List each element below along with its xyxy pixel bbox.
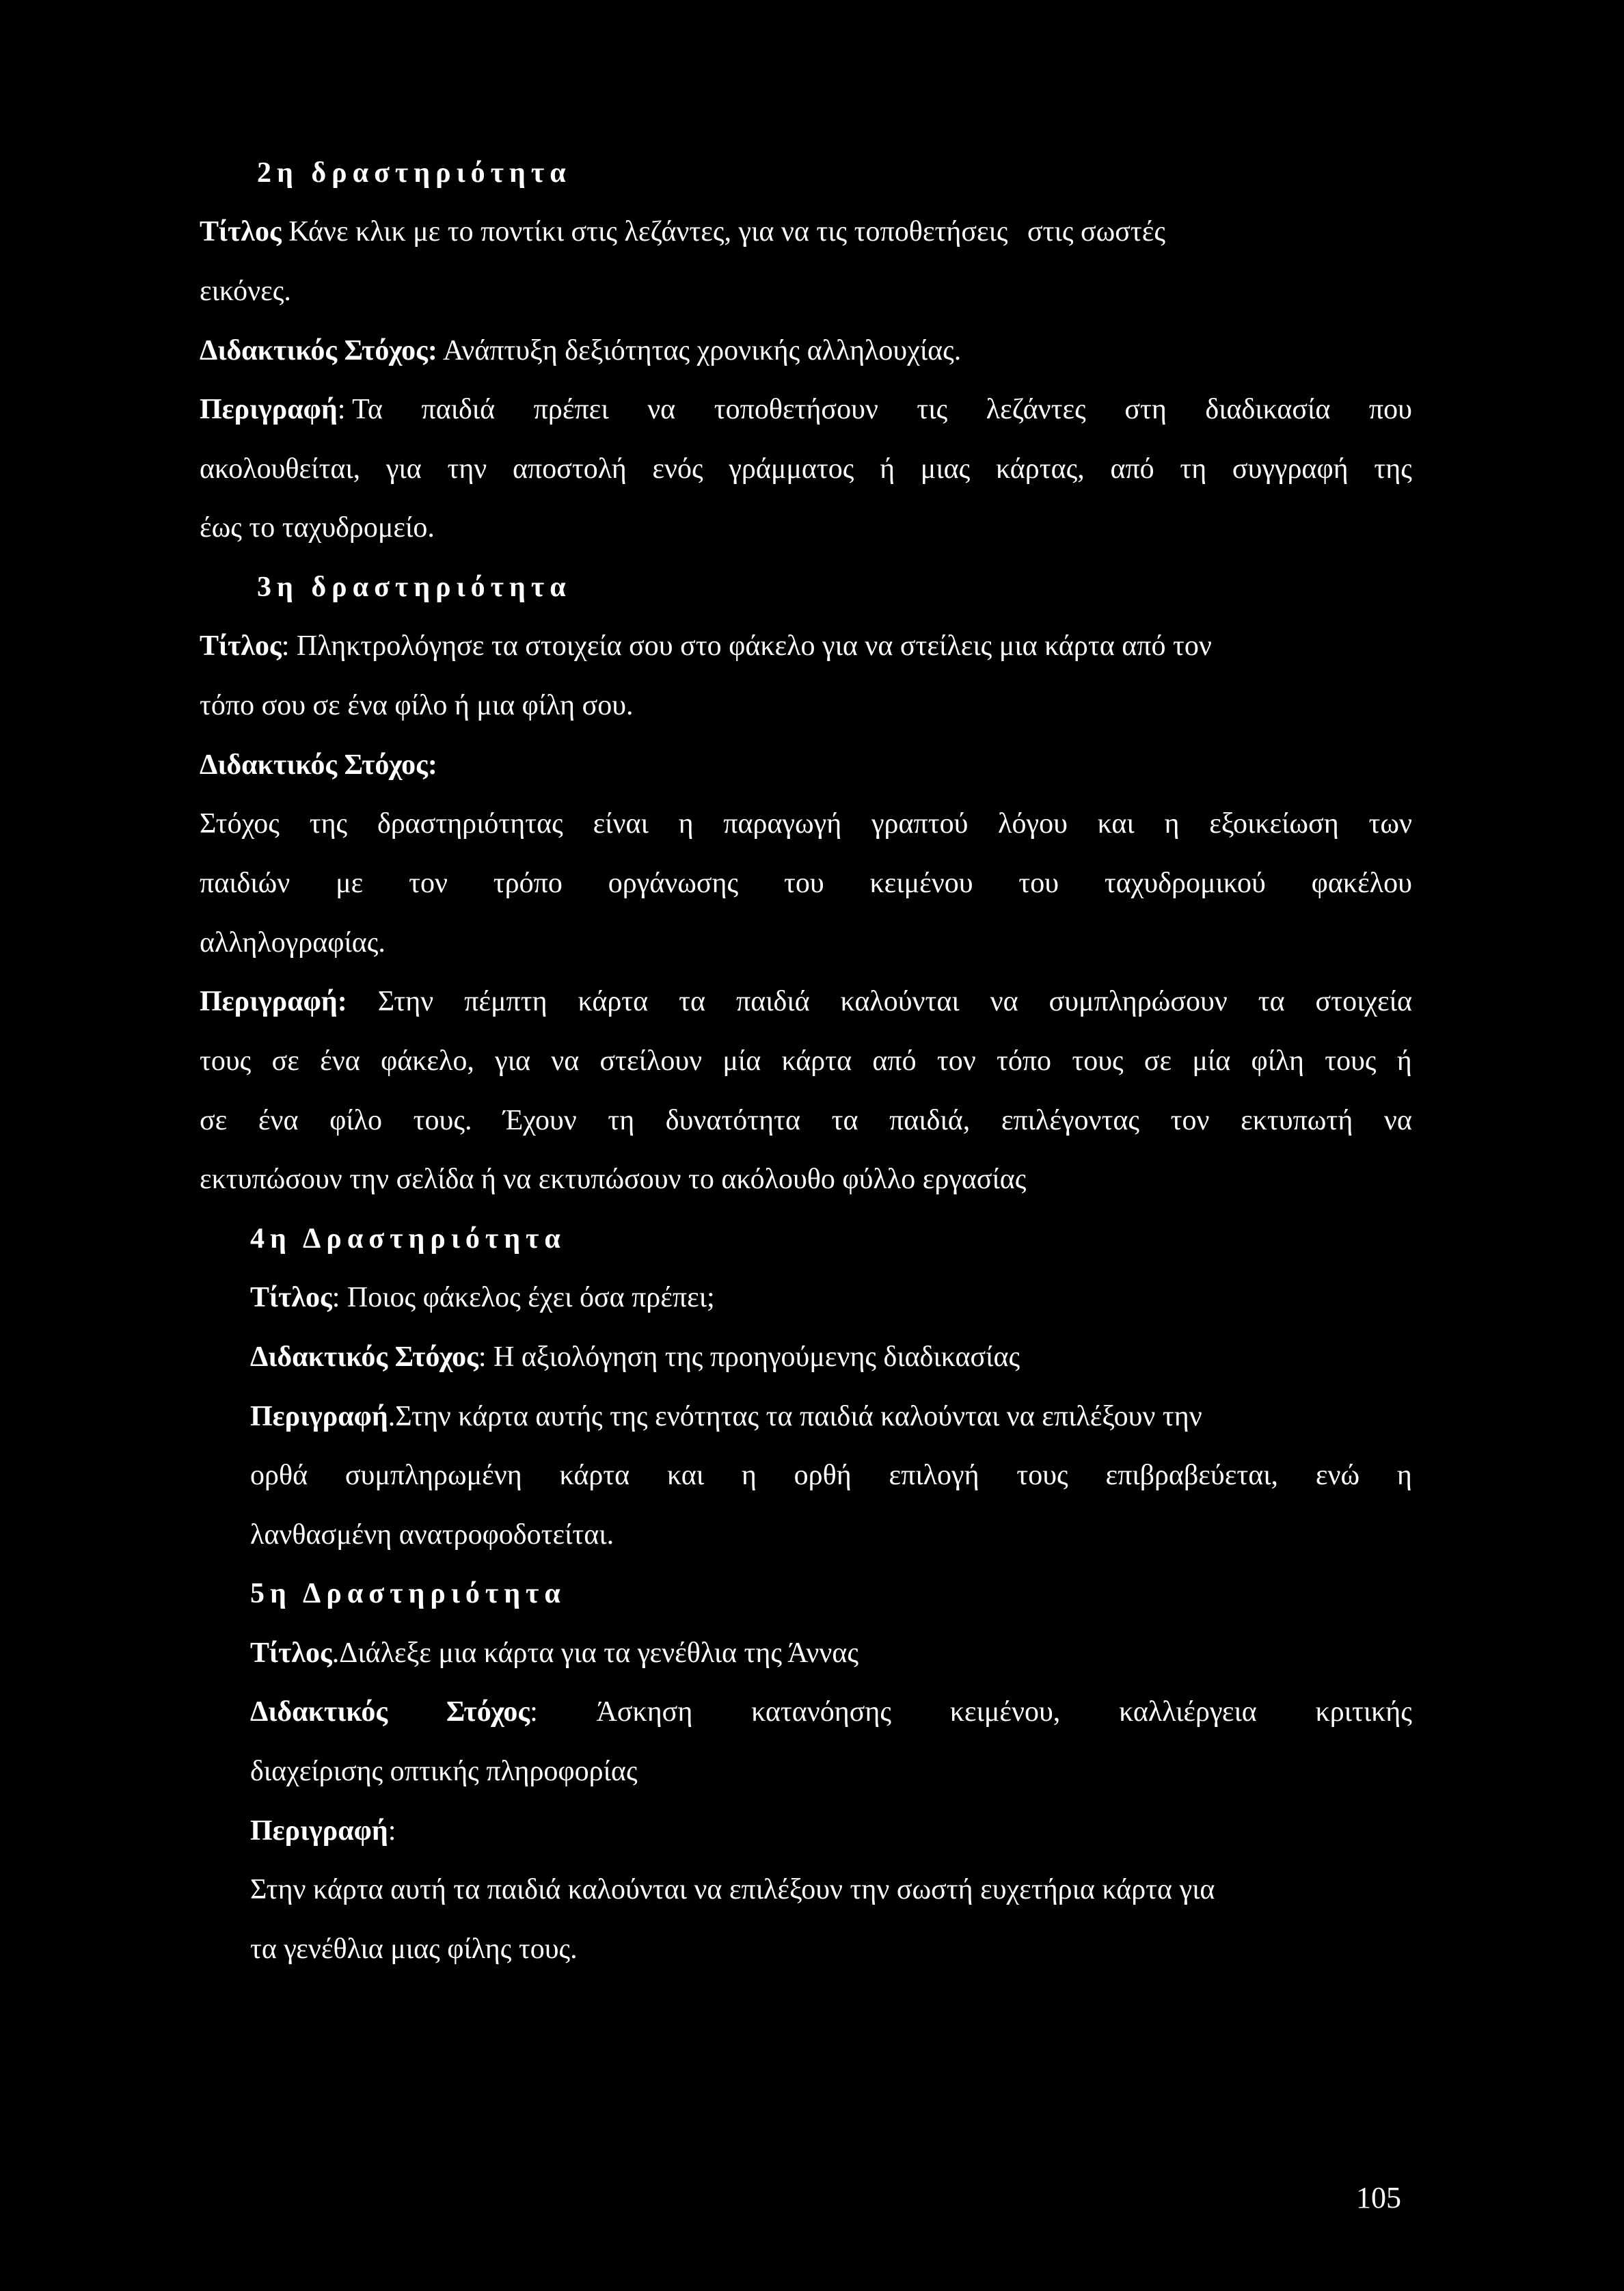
activity-5-title	[250, 1639, 858, 1667]
desc-word: κάρτα	[781, 1045, 852, 1077]
desc-label: Περιγραφή	[200, 394, 338, 425]
goal-word: φακέλου	[1311, 868, 1412, 899]
desc-word: τους.	[413, 1105, 472, 1136]
goal-word: κατανόησης	[751, 1696, 891, 1728]
goal-word: και	[1097, 808, 1135, 840]
desc-word: την	[447, 453, 487, 485]
desc-word: διαδικασία	[1205, 394, 1331, 425]
desc-word: συμπληρώσουν	[1048, 986, 1228, 1017]
goal-label: Διδακτικός	[250, 1696, 388, 1728]
activity-5-desc-line1: Στην κάρτα αυτή τα παιδιά καλούνται να επιλέξουν την σωστή ευχετήρια κάρτα για	[250, 1874, 1215, 1905]
desc-word: από	[872, 1045, 917, 1077]
goal-word: δραστηριότητας	[377, 808, 563, 840]
desc-word: η	[741, 1460, 757, 1491]
desc-word: για	[385, 453, 422, 485]
activity-3-goal-line3: αλληλογραφίας.	[200, 927, 385, 959]
activity-4-title	[250, 1283, 715, 1312]
activity-2-desc-line1	[200, 395, 1412, 424]
desc-word: τόπο	[996, 1045, 1052, 1077]
page-number: 105	[1356, 2181, 1401, 2214]
goal-label: Διδακτικός Στόχος:	[200, 335, 437, 366]
activity-4-heading: 4η Δραστηριότητα	[250, 1223, 566, 1255]
desc-word: τη	[608, 1105, 635, 1136]
activity-2-desc-line3: έως το ταχυδρομείο.	[200, 512, 435, 544]
desc-word: μία	[722, 1045, 761, 1077]
desc-word: που	[1368, 394, 1412, 425]
goal-word: του	[783, 868, 824, 899]
goal-word: τρόπο	[493, 868, 563, 899]
goal-word: ταχυδρομικού	[1104, 868, 1266, 899]
goal-word: κειμένου,	[949, 1696, 1061, 1728]
desc-word: στη	[1124, 394, 1167, 425]
desc-word: λεζάντες	[986, 394, 1086, 425]
desc-word: επιβραβεύεται,	[1105, 1460, 1279, 1491]
goal-word: γραπτού	[871, 808, 969, 840]
desc-word: δυνατότητα	[665, 1105, 800, 1136]
desc-word: ένα	[258, 1105, 299, 1136]
desc-word: η	[1396, 1460, 1412, 1491]
goal-word: κριτικής	[1315, 1696, 1412, 1728]
desc-word: στοιχεία	[1315, 986, 1412, 1017]
desc-word: γράμματος	[729, 453, 854, 485]
desc-word: τους	[200, 1045, 252, 1077]
desc-word: τα	[1258, 986, 1285, 1017]
desc-word: αποστολή	[512, 453, 627, 485]
desc-word: τους	[1072, 1045, 1124, 1077]
activity-3-desc-line4: εκτυπώσουν την σελίδα ή να εκτυπώσουν το ακόλουθο φύλλο εργασίας	[200, 1164, 1027, 1195]
activity-3-heading: 3η δραστηριότητα	[257, 572, 571, 603]
desc-word: για	[495, 1045, 531, 1077]
activity-3-title-line2: τόπο σου σε ένα φίλο ή μια φίλη σου.	[200, 690, 634, 721]
goal-text: Ανάπτυξη δεξιότητας χρονικής αλληλουχίας.	[443, 335, 962, 366]
desc-word: να	[1383, 1105, 1412, 1136]
activity-4-goal	[250, 1343, 1020, 1371]
desc-word: πρέπει	[533, 394, 609, 425]
title-label: Τίτλος	[200, 216, 282, 247]
activity-4-desc-line2	[250, 1461, 1412, 1490]
desc-word: στείλουν	[599, 1045, 703, 1077]
activity-3-goal-label: Διδακτικός Στόχος:	[200, 749, 437, 781]
goal-word: είναι	[593, 808, 649, 840]
desc-word: συμπληρωμένη	[344, 1460, 522, 1491]
desc-word: επιλογή	[889, 1460, 979, 1491]
desc-word: ορθή	[794, 1460, 852, 1491]
activity-3-desc-line3	[200, 1106, 1412, 1135]
desc-word: ακολουθείται,	[200, 453, 361, 485]
desc-word: να	[990, 986, 1018, 1017]
desc-word: τον	[936, 1045, 976, 1077]
desc-word: ή	[880, 453, 895, 485]
activity-5-desc-label-line	[250, 1817, 396, 1845]
desc-word: ορθά	[250, 1460, 308, 1491]
activity-5-goal-line2: διαχείρισης οπτικής πληροφορίας	[250, 1756, 638, 1787]
title-label: Τίτλος	[250, 1282, 332, 1313]
title-text: Κάνε κλικ με το ποντίκι στις λεζάντες, για να τις τοποθετήσεις	[288, 216, 1008, 247]
goal-word: παιδιών	[200, 868, 290, 899]
activity-3-desc-line2	[200, 1047, 1412, 1075]
goal-word: Άσκηση	[596, 1696, 693, 1728]
desc-word: κάρτα	[578, 986, 649, 1017]
desc-word: Περιγραφή: Τα	[200, 394, 383, 425]
goal-word: οργάνωσης	[608, 868, 739, 899]
desc-word: παιδιά,	[889, 1105, 971, 1136]
title-label: Τίτλος	[250, 1637, 332, 1669]
desc-word: σε	[200, 1105, 228, 1136]
desc-word: φίλη	[1251, 1045, 1304, 1077]
activity-3-desc-line1	[200, 987, 1412, 1016]
desc-label: Περιγραφή	[250, 1815, 388, 1847]
desc-word: συγγραφή	[1232, 453, 1349, 485]
desc-word: να	[551, 1045, 580, 1077]
activity-4-desc-line1	[250, 1402, 1202, 1431]
desc-word: μία	[1192, 1045, 1231, 1077]
desc-label: Περιγραφή	[250, 1401, 388, 1432]
goal-text: : Η αξιολόγηση της προηγούμενης διαδικασίας	[478, 1341, 1020, 1373]
goal-label-2: Στόχος:	[446, 1696, 538, 1728]
activity-2-title-line2: εικόνες.	[200, 276, 291, 307]
goal-word: η	[678, 808, 694, 840]
desc-word: μιας	[920, 453, 971, 485]
goal-word: λόγου	[998, 808, 1068, 840]
desc-word: από	[1110, 453, 1154, 485]
desc-word: ενός	[652, 453, 703, 485]
activity-2-goal	[200, 336, 961, 365]
desc-word: τη	[1180, 453, 1207, 485]
desc-word: ενώ	[1315, 1460, 1360, 1491]
desc-word: φάκελο,	[380, 1045, 474, 1077]
activity-2-title	[200, 217, 1165, 246]
activity-2-desc-line2	[200, 455, 1412, 483]
activity-5-heading: 5η Δραστηριότητα	[250, 1578, 566, 1609]
goal-word: κειμένου	[869, 868, 973, 899]
title-label: Τίτλος	[200, 630, 282, 662]
desc-word: φίλο	[329, 1105, 383, 1136]
goal-word: τον	[409, 868, 448, 899]
desc-word: παιδιά	[735, 986, 810, 1017]
goal-word: καλλιέργεια	[1119, 1696, 1257, 1728]
goal-word: παραγωγή	[723, 808, 842, 840]
title-text: : Πληκτρολόγησε τα στοιχεία σου στο φάκελο για να στείλεις μια κάρτα από τον	[281, 630, 1212, 662]
desc-word: της	[1374, 453, 1412, 485]
desc-word: πέμπτη	[464, 986, 547, 1017]
desc-word: τις	[917, 394, 948, 425]
goal-word: των	[1368, 808, 1412, 840]
desc-word: ή	[1396, 1045, 1412, 1077]
desc-word: τους	[1016, 1460, 1068, 1491]
activity-3-goal-line2	[200, 869, 1412, 898]
activity-3-goal-line1	[200, 809, 1412, 838]
desc-word: Στην	[377, 986, 434, 1017]
goal-word: η	[1164, 808, 1180, 840]
desc-word: Έχουν	[503, 1105, 577, 1136]
desc-word: σε	[271, 1045, 299, 1077]
desc-word: επιλέγοντας	[1001, 1105, 1140, 1136]
activity-4-desc-line3: λανθασμένη ανατροφοδοτείται.	[250, 1519, 614, 1551]
goal-word: του	[1018, 868, 1059, 899]
desc-word: ένα	[320, 1045, 360, 1077]
desc-text: .Στην κάρτα αυτής της ενότητας τα παιδιά καλούνται να επιλέξουν την	[388, 1401, 1202, 1432]
title-text: : Ποιος φάκελος έχει όσα πρέπει;	[331, 1282, 715, 1313]
desc-word: σε	[1143, 1045, 1172, 1077]
activity-5-goal-line1	[250, 1698, 1412, 1726]
desc-colon: :	[388, 1815, 396, 1847]
goal-word: με	[336, 868, 364, 899]
title-text-cont: στις σωστές	[1027, 216, 1166, 247]
desc-word: εκτυπωτή	[1241, 1105, 1353, 1136]
desc-word: και	[666, 1460, 705, 1491]
desc-word: τον	[1170, 1105, 1210, 1136]
desc-word: τα	[679, 986, 706, 1017]
goal-word: εξοικείωση	[1209, 808, 1339, 840]
activity-2-heading: 2η δραστηριότητα	[257, 157, 571, 189]
goal-label: Διδακτικός Στόχος	[250, 1341, 478, 1373]
desc-label: Περιγραφή:	[200, 986, 347, 1017]
desc-word: τα	[831, 1105, 858, 1136]
desc-word: να	[647, 394, 676, 425]
desc-word: παιδιά	[421, 394, 496, 425]
title-text: .Διάλεξε μια κάρτα για τα γενέθλια της Άννας	[331, 1637, 859, 1669]
desc-word: τοποθετήσουν	[714, 394, 878, 425]
goal-word: της	[309, 808, 348, 840]
activity-3-title	[200, 632, 1212, 660]
desc-word: καλούνται	[840, 986, 960, 1017]
desc-word: κάρτας,	[995, 453, 1085, 485]
activity-5-desc-line2: τα γενέθλια μιας φίλης τους.	[250, 1933, 578, 1965]
goal-word: Στόχος	[200, 808, 280, 840]
desc-word: τους	[1325, 1045, 1377, 1077]
desc-word: κάρτα	[559, 1460, 630, 1491]
